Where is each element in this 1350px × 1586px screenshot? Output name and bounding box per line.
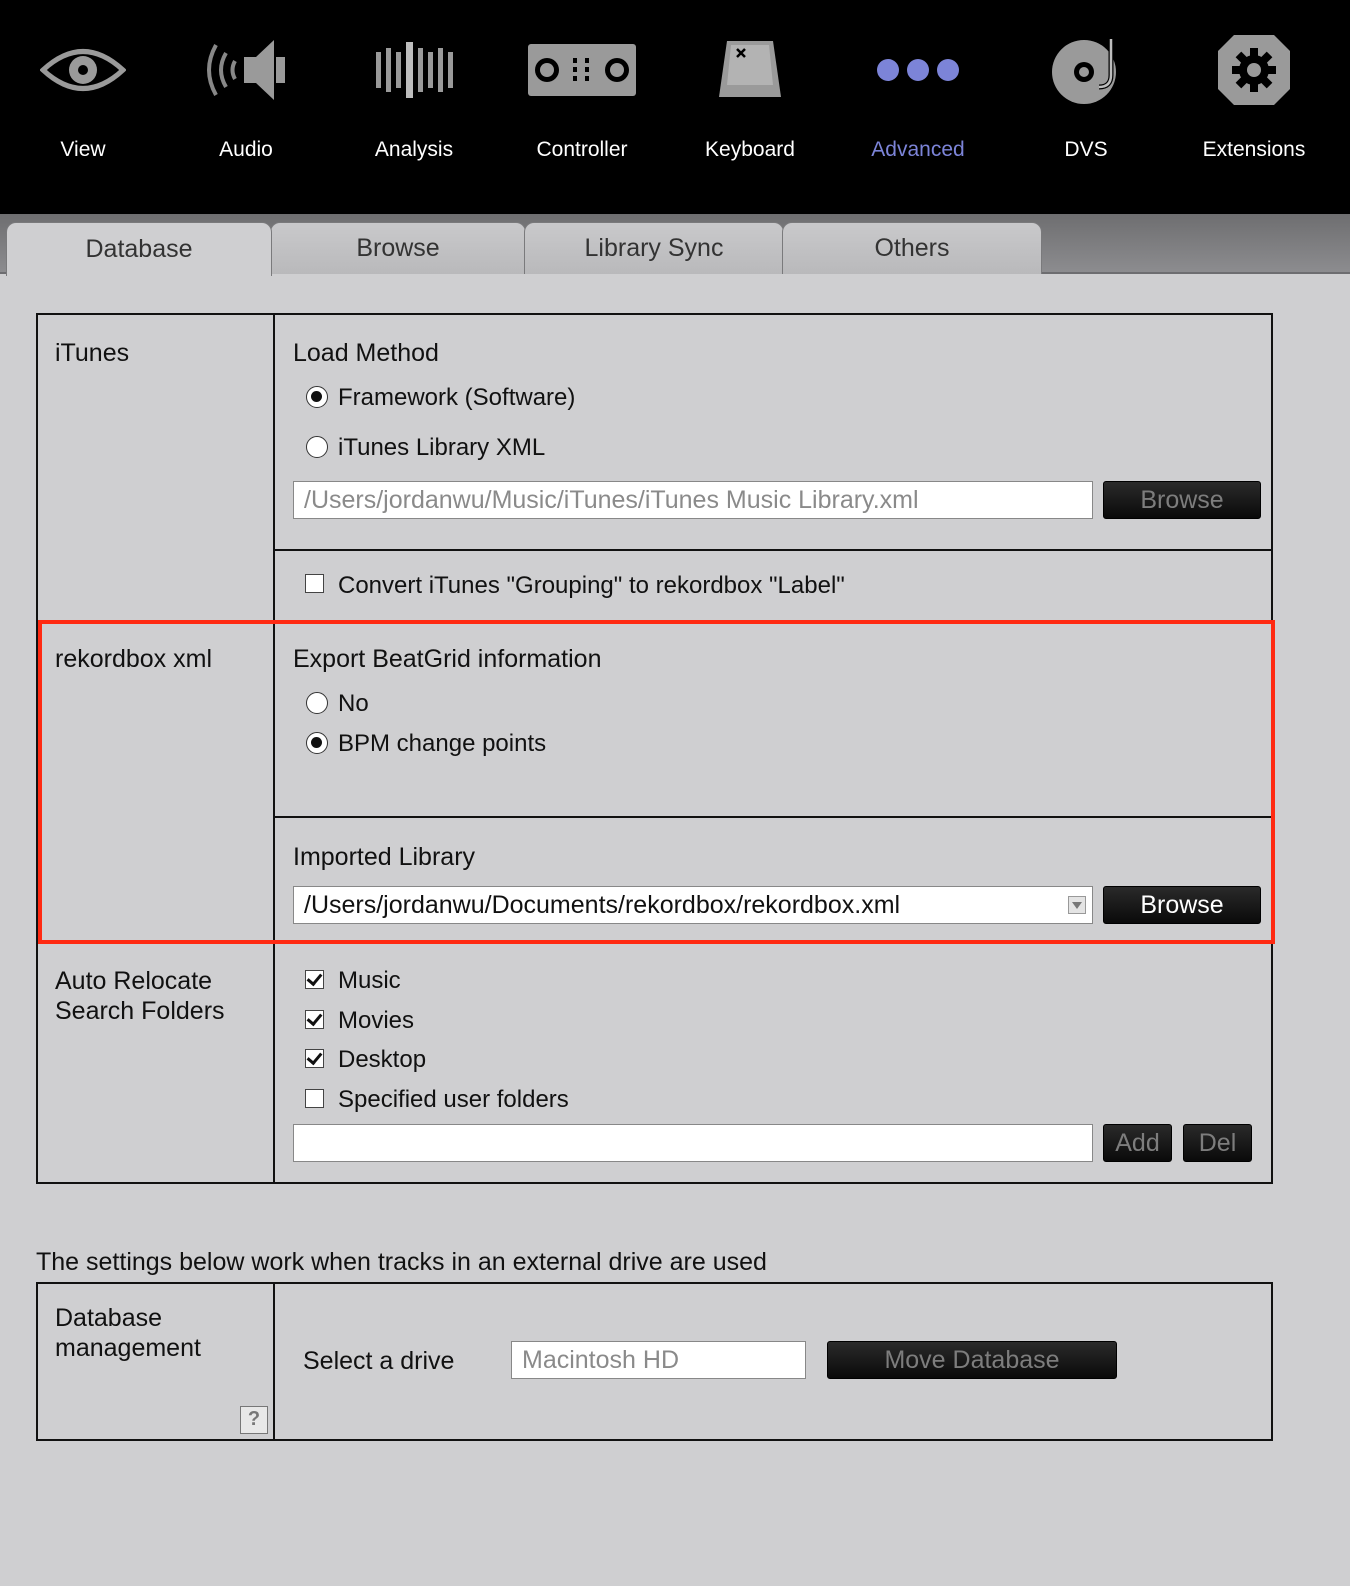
drive-select-field[interactable]: Macintosh HD bbox=[511, 1341, 806, 1379]
export-beatgrid-title: Export BeatGrid information bbox=[293, 645, 602, 673]
toolbar-keyboard-label: Keyboard bbox=[705, 138, 795, 161]
toolbar-advanced[interactable] bbox=[843, 0, 993, 214]
radio-bpm-change-points-label: BPM change points bbox=[338, 730, 547, 757]
convert-grouping-label: Convert iTunes "Grouping" to rekordbox "Label" bbox=[338, 572, 845, 599]
radio-itunes-xml[interactable] bbox=[306, 436, 328, 458]
gear-icon bbox=[1179, 28, 1329, 112]
folder-desktop-label: Desktop bbox=[338, 1046, 427, 1073]
radio-framework[interactable] bbox=[306, 386, 328, 408]
radio-beatgrid-no-label: No bbox=[338, 690, 369, 717]
speaker-icon bbox=[171, 28, 321, 112]
radio-bpm-change-points[interactable] bbox=[306, 732, 328, 754]
turntable-icon bbox=[1011, 28, 1161, 112]
db-management-label-line2: management bbox=[55, 1334, 201, 1362]
toolbar-analysis[interactable] bbox=[339, 0, 489, 214]
tab-browse[interactable]: Browse bbox=[270, 222, 526, 274]
itunes-xml-path-field[interactable]: /Users/jordanwu/Music/iTunes/iTunes Music Library.xml bbox=[293, 481, 1093, 519]
toolbar-keyboard[interactable] bbox=[675, 0, 825, 214]
keyboard-key-icon bbox=[675, 28, 825, 112]
help-icon[interactable]: ? bbox=[240, 1406, 268, 1434]
toolbar-audio[interactable] bbox=[171, 0, 321, 214]
tab-database[interactable]: Database bbox=[6, 222, 272, 276]
imported-library-select[interactable]: /Users/jordanwu/Documents/rekordbox/rekordbox.xml bbox=[293, 886, 1093, 924]
chevron-down-icon[interactable] bbox=[1068, 896, 1086, 914]
itunes-sub-divider bbox=[273, 549, 1273, 551]
rekordbox-xml-section-label: rekordbox xml bbox=[55, 645, 212, 673]
auto-relocate-label-line1: Auto Relocate bbox=[55, 967, 213, 995]
itunes-section-label: iTunes bbox=[55, 339, 130, 367]
folder-movies-checkbox[interactable] bbox=[305, 1010, 324, 1029]
db-management-label-line1: Database bbox=[55, 1304, 163, 1332]
rekordbox-sub-divider bbox=[273, 816, 1273, 818]
toolbar-view[interactable] bbox=[8, 0, 158, 214]
toolbar-view-label: View bbox=[60, 138, 106, 161]
tab-others[interactable]: Others bbox=[782, 222, 1042, 274]
folder-music-label: Music bbox=[338, 967, 401, 994]
toolbar-extensions-label: Extensions bbox=[1202, 138, 1306, 161]
toolbar-extensions[interactable] bbox=[1179, 0, 1329, 214]
del-folder-button[interactable]: Del bbox=[1183, 1124, 1252, 1162]
folder-movies-label: Movies bbox=[338, 1007, 415, 1034]
tab-library-sync[interactable]: Library Sync bbox=[524, 222, 784, 274]
three-dots-icon bbox=[843, 28, 993, 112]
db-mgmt-column-divider bbox=[273, 1282, 275, 1441]
external-drive-note: The settings below work when tracks in an external drive are used bbox=[36, 1248, 767, 1276]
folder-music-checkbox[interactable] bbox=[305, 970, 324, 989]
select-drive-label: Select a drive bbox=[303, 1347, 455, 1375]
toolbar-audio-label: Audio bbox=[219, 138, 273, 161]
imported-library-title: Imported Library bbox=[293, 843, 476, 871]
folder-specified-checkbox[interactable] bbox=[305, 1089, 324, 1108]
toolbar-dvs-label: DVS bbox=[1064, 138, 1108, 161]
controller-icon bbox=[507, 28, 657, 112]
auto-relocate-label-line2: Search Folders bbox=[55, 997, 225, 1025]
column-divider bbox=[273, 313, 275, 1184]
add-folder-button[interactable]: Add bbox=[1103, 1124, 1172, 1162]
folder-specified-label: Specified user folders bbox=[338, 1086, 569, 1113]
radio-itunes-xml-label: iTunes Library XML bbox=[338, 434, 546, 461]
eye-icon bbox=[8, 28, 158, 112]
waveform-bars-icon bbox=[339, 28, 489, 112]
rekordbox-section-divider bbox=[36, 942, 1273, 944]
itunes-browse-button[interactable]: Browse bbox=[1103, 481, 1261, 519]
toolbar-controller[interactable] bbox=[507, 0, 657, 214]
move-database-button[interactable]: Move Database bbox=[827, 1341, 1117, 1379]
toolbar-controller-label: Controller bbox=[536, 138, 628, 161]
itunes-section-divider bbox=[36, 620, 1273, 622]
radio-beatgrid-no[interactable] bbox=[306, 692, 328, 714]
toolbar-analysis-label: Analysis bbox=[374, 138, 454, 161]
radio-framework-label: Framework (Software) bbox=[338, 384, 576, 411]
user-folder-field[interactable] bbox=[293, 1124, 1093, 1162]
toolbar-dvs[interactable] bbox=[1011, 0, 1161, 214]
imported-library-browse-button[interactable]: Browse bbox=[1103, 886, 1261, 924]
toolbar-advanced-label: Advanced bbox=[871, 138, 965, 161]
convert-grouping-checkbox[interactable] bbox=[305, 574, 324, 593]
load-method-title: Load Method bbox=[293, 339, 439, 367]
folder-desktop-checkbox[interactable] bbox=[305, 1049, 324, 1068]
preferences-toolbar bbox=[0, 0, 1350, 214]
database-settings-panel bbox=[36, 313, 1273, 1184]
